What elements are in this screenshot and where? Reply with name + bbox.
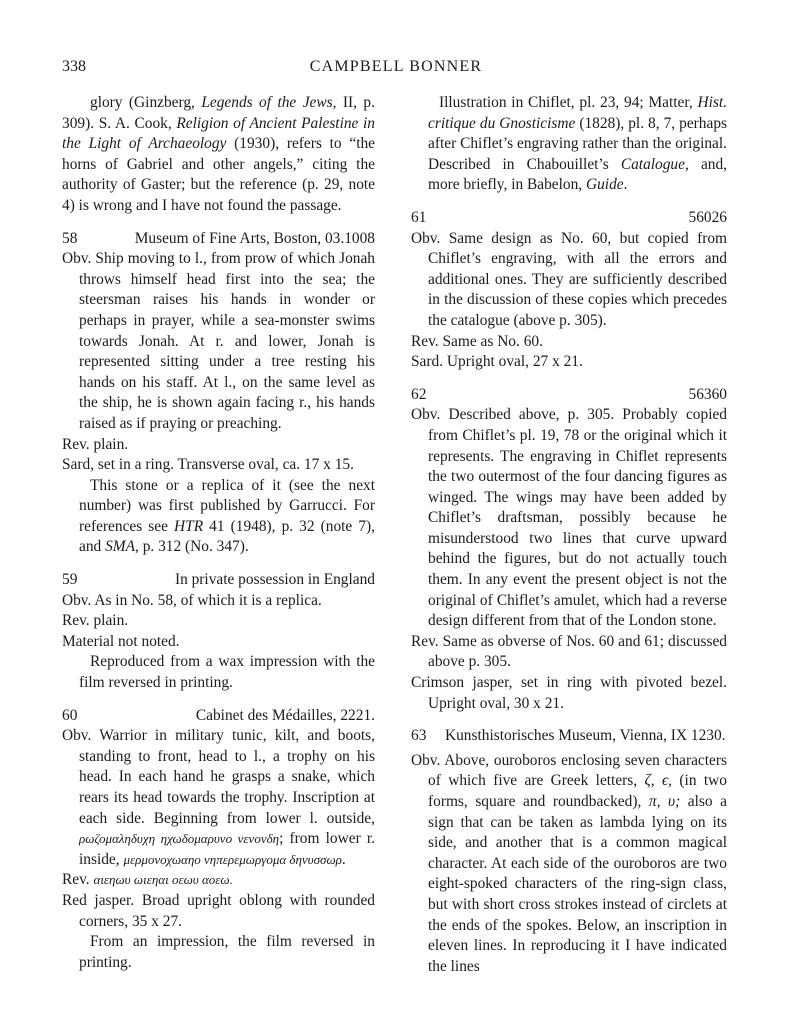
entry-61-material: Sard. Upright oval, 27 x 21.: [411, 353, 583, 371]
entry-number: 59: [62, 571, 78, 589]
entry-59-obverse: Obv. As in No. 58, of which it is a replica.: [62, 591, 322, 609]
entry-60-note: From an impression, the film reversed in printing.: [79, 933, 375, 971]
entry-58-obverse: Obv. Ship moving to l., from prow of which Jonah throws himself head first into the sea; the steersman raises his hands in wonder or perhaps in prayer, while a sea-monster swims towards Jonah. At r. and lower, Jonah is represented sitting under a tree resting his hands on his staff. At l., on the same level as the ship, he is shown again facing r., his hands raised as if praying or preaching.: [62, 250, 375, 432]
entry-60-material: Red jasper. Broad upright oblong with rounded corners, 35 x 27.: [62, 891, 375, 930]
intro-paragraph: glory (Ginzberg, Legends of the Jews, II, p. 309). S. A. Cook, Religion of Ancient Palestine in the Light of Archaeology (1930), refers to “the horns of Gabriel and other angels,” citing the authority of Gaster; but the reference (p. 29, note 4) is wrong and I have not found the passage.: [62, 94, 375, 214]
entry-58-material: Sard, set in a ring. Transverse oval, ca. 17 x 15.: [62, 456, 354, 474]
entry-60-heading: [62, 706, 375, 727]
entry-63-obverse: Obv. Above, ouroboros enclosing seven characters of which five are Greek letters, ζ, ϵ, (in two forms, square and roundbacked), π, υ; also a sign that can be taken as lambda lying on its side, and another that is a common magical character. At each side of the ouroboros are two eight-spoked characters of the ring-sign class, but with short cross strokes instead of circlets at the ends of the spokes. Below, an inscription in eleven lines. In reproducing it I have indicated the lines: [411, 751, 727, 975]
entry-62-material: Crimson jasper, set in ring with pivoted bezel. Upright oval, 30 x 21.: [411, 674, 727, 712]
entry-62-reverse: Rev. Same as obverse of Nos. 60 and 61; discussed above p. 305.: [411, 632, 727, 671]
entry-62-heading: [411, 385, 727, 406]
entry-58-note: This stone or a replica of it (see the next number) was first published by Garrucci. For references see HTR 41 (1948), p. 32 (note 7), and SMA, p. 312 (No. 347).: [79, 476, 375, 556]
entry-59-heading: [62, 570, 375, 591]
entry-62-obverse: Obv. Described above, p. 305. Probably copied from Chiflet’s pl. 19, 78 or the original which it represents. The engraving in Chiflet represents the two outermost of the four dancing figures as winged. The wings may have been added by Chiflet’s draftsman, possibly because he misunderstood two lines that curve upward behind the figures, but do not actually touch them. In any event the present object is not the original of Chiflet’s amulet, which had a reverse design different from that of the London stone.: [411, 406, 727, 630]
entry-59-material: Material not noted.: [62, 632, 180, 650]
entry-63-heading: [411, 726, 727, 747]
entry-location: In private possession in England: [174, 571, 375, 589]
entry-location: Museum of Fine Arts, Boston, 03.1008: [134, 229, 375, 247]
entry-61-heading: [411, 208, 727, 229]
entry-number: 62: [411, 385, 427, 403]
entry-60-reverse: Rev. αιεηωυ ωιεηαι οεωυ αοεω.: [62, 871, 233, 889]
entry-61-obverse: Obv. Same design as No. 60, but copied from Chiflet’s engraving, with all the errors and additional ones. They are sufficiently described in the discussion of these copies which precedes the catalogue (above p. 305).: [411, 229, 727, 329]
entry-location: Kunsthistorisches Museum, Vienna, IX 1230.: [445, 727, 726, 745]
entry-location: 56360: [688, 385, 727, 403]
entry-number: 63: [411, 727, 427, 745]
entry-60-continuation: Illustration in Chiflet, pl. 23, 94; Matter, Hist. critique du Gnosticisme (1828), pl. 8, 7, perhaps after Chiflet’s engraving rather than the original. Described in Chabouillet’s Catalogue, and, more briefly, in Babelon, Guide.: [428, 94, 728, 194]
entry-60-obverse: Obv. Warrior in military tunic, kilt, and boots, standing to front, head to l., a trophy on his head. In each hand he grasps a snake, which rears its head towards the trophy. Inscription at each side. Beginning from lower l. outside, ρωζομαληδυχη ηχωδομαρυνο νενονδη; from lower r. inside, μερμονοχωαηο νηπερεμωργομα δηνυσσωρ.: [62, 727, 375, 868]
entry-number: 58: [62, 229, 78, 247]
left-column: [62, 93, 375, 973]
right-column: [411, 93, 727, 977]
entry-number: 61: [411, 208, 427, 226]
running-head: CAMPBELL BONNER: [309, 58, 483, 75]
entry-58-heading: [62, 229, 375, 250]
entry-number: 60: [62, 706, 78, 724]
entry-location: 56026: [688, 208, 727, 226]
page-number: 338: [62, 58, 86, 75]
entry-59-note: Reproduced from a wax impression with the film reversed in printing.: [79, 653, 375, 692]
entry-58-reverse: Rev. plain.: [62, 435, 129, 453]
entry-61-reverse: Rev. Same as No. 60.: [411, 332, 543, 350]
entry-location: Cabinet des Médailles, 2221.: [195, 706, 375, 724]
entry-59-reverse: Rev. plain.: [62, 612, 129, 630]
